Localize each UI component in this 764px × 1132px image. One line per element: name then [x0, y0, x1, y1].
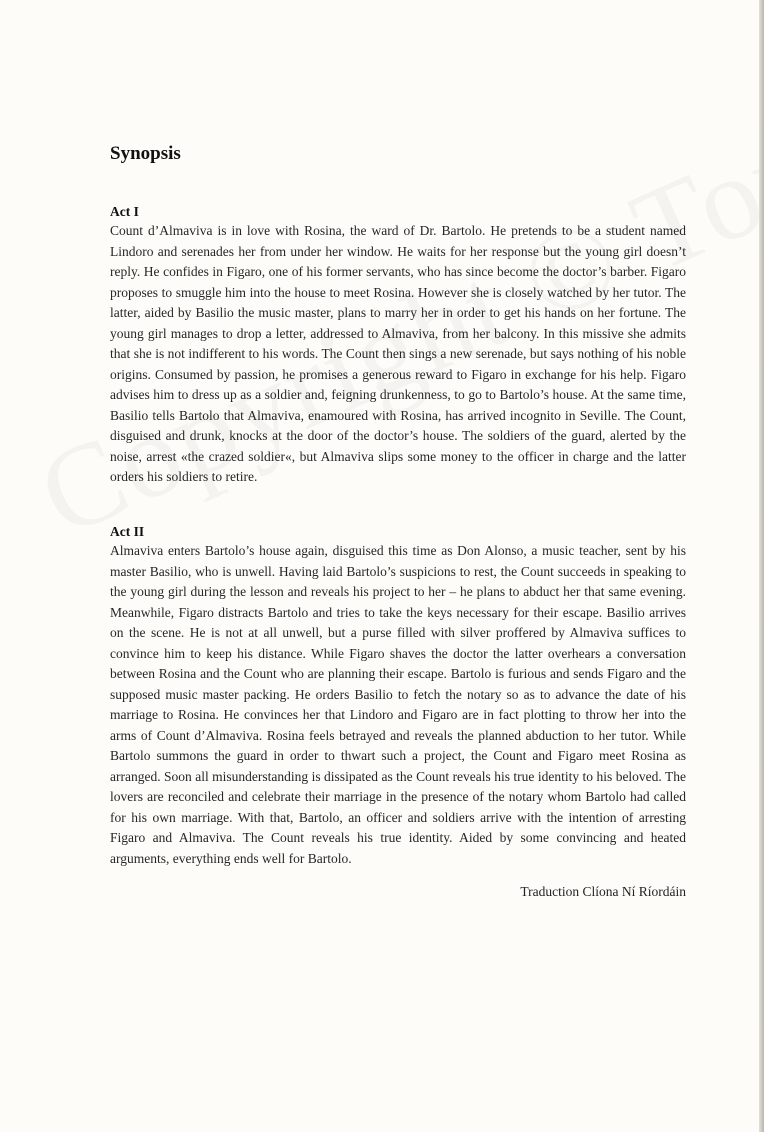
translation-credit: Traduction Clíona Ní Ríordáin: [520, 884, 686, 899]
page-edge: [759, 0, 764, 1132]
act-1-section: [110, 203, 686, 488]
act-1-heading: Act I: [110, 204, 139, 219]
act-2-heading: Act II: [110, 524, 145, 539]
act-1-text: Count d’Almaviva is in love with Rosina, the ward of Dr. Bartolo. He pretends to be a student named Lindoro and serenades her from under her window. He waits for her response but the young girl doesn’t reply. He confides in Figaro, one of his former servants, who has since become the doctor’s barber. Figaro proposes to smuggle him into the house to meet Rosina. However she is closely watched by her tutor. The latter, aided by Basilio the music master, plans to marry her in order to get his hands on her fortune. The young girl manages to drop a letter, addressed to Almaviva, from her balcony. In this missive she admits that she is not indifferent to his words. The Count then sings a new serenade, but says nothing of his noble origins. Consumed by passion, he promises a generous reward to Figaro in exchange for his help. Figaro advises him to dress up as a soldier and, feigning drunkenness, to go to Bartolo’s house. At the same time, Basilio tells Bartolo that Almaviva, enamoured with Rosina, has arrived incognito in Seville. The Count, disguised and drunk, knocks at the door of the doctor’s house. The soldiers of the guard, alerted by the noise, arrest «the crazed soldier«, but Almaviva slips some money to the officer in charge and the latter orders his soldiers to retire.: [110, 223, 686, 484]
act-2-text: Almaviva enters Bartolo’s house again, disguised this time as Don Alonso, a music teacher, sent by his master Basilio, who is unwell. Having laid Bartolo’s suspicions to rest, the Count succeeds in speaking to the young girl during the lesson and reveals his project to her – he plans to abduct her that same evening. Meanwhile, Figaro distracts Bartolo and tries to take the keys necessary for their escape. Basilio arrives on the scene. He is not at all unwell, but a purse filled with silver proffered by Almaviva suffices to convince him to keep his distance. While Figaro shaves the doctor the latter overhears a conversation between Rosina and the Count who are planning their escape. Bartolo is furious and sends Figaro and the supposed music master packing. He orders Basilio to fetch the notary so as to advance the date of his marriage to Rosina. He convinces her that Lindoro and Figaro are in fact plotting to throw her into the arms of Count d’Almaviva. Rosina feels betrayed and reveals the planned abduction to her tutor. While Bartolo summons the guard in order to thwart such a project, the Count and Figaro meet Rosina as arranged. Soon all misunderstanding is dissipated as the Count reveals his true identity to his beloved. The lovers are reconciled and celebrate their marriage in the presence of the notary whom Bartolo had called for his own marriage. With that, Bartolo, an officer and soldiers arrive with the intention of arresting Figaro and Almaviva. The Count reveals his true identity. Aided by some convincing and heated arguments, everything ends well for Bartolo.: [110, 543, 686, 866]
page-title: Synopsis: [110, 143, 181, 164]
act-2-section: [110, 523, 686, 869]
